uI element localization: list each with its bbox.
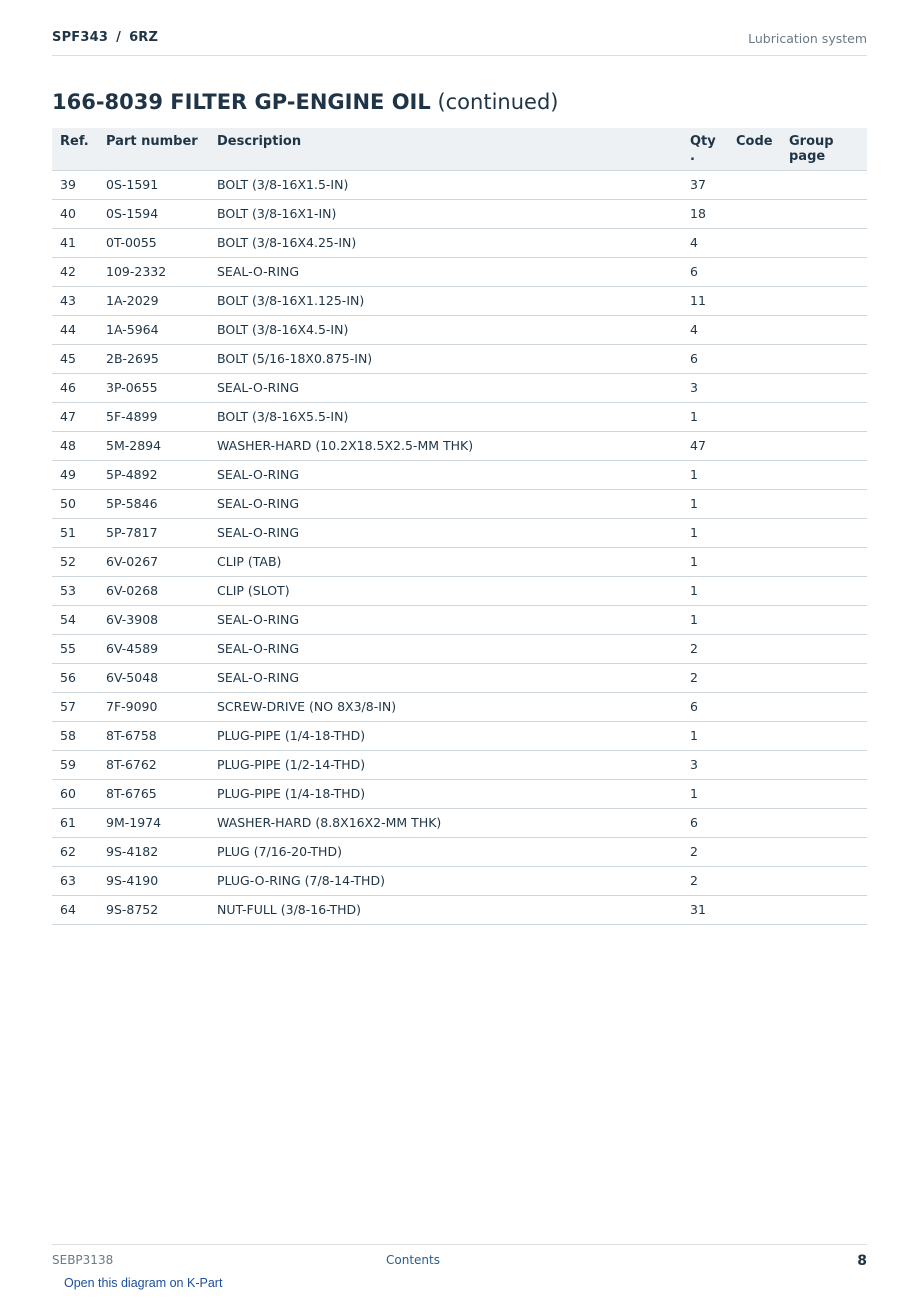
cell-qty: 11 [682, 286, 728, 315]
cell-ref: 49 [52, 460, 98, 489]
cell-ref: 43 [52, 286, 98, 315]
cell-description: SEAL-O-RING [209, 257, 682, 286]
table-row [52, 779, 867, 808]
cell-code [728, 634, 781, 663]
kpart-diagram-link[interactable]: Open this diagram on K-Part [64, 1276, 223, 1290]
cell-part-number: 8T-6758 [98, 721, 209, 750]
cell-code [728, 837, 781, 866]
cell-qty: 47 [682, 431, 728, 460]
cell-code [728, 489, 781, 518]
cell-description: BOLT (3/8-16X1.5-IN) [209, 170, 682, 199]
cell-ref: 63 [52, 866, 98, 895]
cell-ref: 55 [52, 634, 98, 663]
cell-group-page [781, 170, 867, 199]
contents-link[interactable]: Contents [386, 1253, 440, 1267]
cell-code [728, 257, 781, 286]
table-row [52, 402, 867, 431]
cell-code [728, 315, 781, 344]
cell-ref: 64 [52, 895, 98, 924]
table-row [52, 460, 867, 489]
cell-ref: 41 [52, 228, 98, 257]
table-row [52, 344, 867, 373]
cell-code [728, 663, 781, 692]
cell-code [728, 692, 781, 721]
cell-description: SEAL-O-RING [209, 518, 682, 547]
cell-part-number: 6V-0268 [98, 576, 209, 605]
cell-qty: 1 [682, 460, 728, 489]
parts-table-body [52, 170, 867, 924]
cell-qty: 6 [682, 808, 728, 837]
cell-ref: 56 [52, 663, 98, 692]
cell-ref: 58 [52, 721, 98, 750]
cell-group-page [781, 489, 867, 518]
cell-qty: 3 [682, 750, 728, 779]
cell-qty: 6 [682, 257, 728, 286]
page-footer [52, 1244, 867, 1275]
table-row [52, 170, 867, 199]
cell-description: PLUG-PIPE (1/4-18-THD) [209, 779, 682, 808]
cell-group-page [781, 199, 867, 228]
cell-qty: 37 [682, 170, 728, 199]
cell-part-number: 6V-3908 [98, 605, 209, 634]
cell-code [728, 431, 781, 460]
cell-qty: 4 [682, 228, 728, 257]
cell-description: CLIP (SLOT) [209, 576, 682, 605]
cell-code [728, 286, 781, 315]
cell-description: BOLT (3/8-16X4.25-IN) [209, 228, 682, 257]
cell-group-page [781, 808, 867, 837]
cell-ref: 47 [52, 402, 98, 431]
cell-ref: 46 [52, 373, 98, 402]
cell-qty: 1 [682, 489, 728, 518]
cell-description: SEAL-O-RING [209, 634, 682, 663]
cell-code [728, 344, 781, 373]
cell-code [728, 808, 781, 837]
cell-part-number: 9S-4190 [98, 866, 209, 895]
cell-qty: 1 [682, 402, 728, 431]
cell-code [728, 228, 781, 257]
cell-qty: 1 [682, 547, 728, 576]
cell-qty: 2 [682, 866, 728, 895]
table-row [52, 866, 867, 895]
cell-part-number: 5F-4899 [98, 402, 209, 431]
table-row [52, 750, 867, 779]
section-name: Lubrication system [748, 31, 867, 46]
cell-code [728, 895, 781, 924]
serial-prefix: 6RZ [129, 30, 159, 45]
col-header-description: Description [209, 128, 682, 170]
cell-ref: 40 [52, 199, 98, 228]
cell-group-page [781, 228, 867, 257]
col-header-part-number: Part number [98, 128, 209, 170]
table-row [52, 895, 867, 924]
cell-ref: 51 [52, 518, 98, 547]
cell-code [728, 576, 781, 605]
table-row [52, 199, 867, 228]
table-row [52, 228, 867, 257]
cell-description: WASHER-HARD (8.8X16X2-MM THK) [209, 808, 682, 837]
cell-description: PLUG-O-RING (7/8-14-THD) [209, 866, 682, 895]
cell-qty: 2 [682, 663, 728, 692]
cell-code [728, 721, 781, 750]
cell-part-number: 5M-2894 [98, 431, 209, 460]
cell-part-number: 5P-7817 [98, 518, 209, 547]
cell-ref: 48 [52, 431, 98, 460]
cell-group-page [781, 721, 867, 750]
cell-group-page [781, 257, 867, 286]
table-row [52, 489, 867, 518]
cell-part-number: 1A-2029 [98, 286, 209, 315]
cell-description: BOLT (3/8-16X1.125-IN) [209, 286, 682, 315]
page-title [52, 90, 558, 114]
cell-group-page [781, 431, 867, 460]
cell-part-number: 0S-1594 [98, 199, 209, 228]
cell-ref: 62 [52, 837, 98, 866]
cell-qty: 6 [682, 692, 728, 721]
table-row [52, 663, 867, 692]
cell-group-page [781, 460, 867, 489]
cell-description: WASHER-HARD (10.2X18.5X2.5-MM THK) [209, 431, 682, 460]
cell-ref: 39 [52, 170, 98, 199]
col-header-code: Code [728, 128, 781, 170]
cell-ref: 57 [52, 692, 98, 721]
cell-code [728, 605, 781, 634]
table-row [52, 837, 867, 866]
cell-qty: 2 [682, 837, 728, 866]
cell-part-number: 2B-2695 [98, 344, 209, 373]
cell-part-number: 9S-4182 [98, 837, 209, 866]
col-header-group-page: Group page [781, 128, 867, 170]
cell-qty: 4 [682, 315, 728, 344]
cell-group-page [781, 576, 867, 605]
table-row [52, 373, 867, 402]
page-header [52, 28, 867, 56]
cell-description: SEAL-O-RING [209, 605, 682, 634]
cell-qty: 1 [682, 779, 728, 808]
cell-group-page [781, 286, 867, 315]
cell-ref: 42 [52, 257, 98, 286]
cell-part-number: 3P-0655 [98, 373, 209, 402]
table-row [52, 547, 867, 576]
title-suffix: (continued) [437, 90, 559, 114]
cell-ref: 52 [52, 547, 98, 576]
cell-part-number: 0T-0055 [98, 228, 209, 257]
cell-part-number: 6V-0267 [98, 547, 209, 576]
cell-group-page [781, 750, 867, 779]
cell-part-number: 6V-5048 [98, 663, 209, 692]
cell-group-page [781, 837, 867, 866]
cell-qty: 6 [682, 344, 728, 373]
model-separator: / [116, 30, 122, 45]
cell-qty: 31 [682, 895, 728, 924]
cell-ref: 60 [52, 779, 98, 808]
cell-group-page [781, 663, 867, 692]
cell-qty: 3 [682, 373, 728, 402]
cell-description: PLUG (7/16-20-THD) [209, 837, 682, 866]
cell-code [728, 373, 781, 402]
cell-group-page [781, 344, 867, 373]
title-main: 166-8039 FILTER GP-ENGINE OIL [52, 90, 431, 114]
cell-group-page [781, 373, 867, 402]
cell-part-number: 5P-5846 [98, 489, 209, 518]
cell-part-number: 7F-9090 [98, 692, 209, 721]
table-row [52, 808, 867, 837]
model-code: SPF343 [52, 30, 109, 45]
table-row [52, 257, 867, 286]
cell-part-number: 9S-8752 [98, 895, 209, 924]
cell-group-page [781, 692, 867, 721]
cell-code [728, 170, 781, 199]
cell-description: CLIP (TAB) [209, 547, 682, 576]
cell-group-page [781, 779, 867, 808]
table-row [52, 576, 867, 605]
cell-part-number: 0S-1591 [98, 170, 209, 199]
cell-description: SCREW-DRIVE (NO 8X3/8-IN) [209, 692, 682, 721]
cell-code [728, 547, 781, 576]
cell-part-number: 9M-1974 [98, 808, 209, 837]
cell-part-number: 1A-5964 [98, 315, 209, 344]
cell-description: BOLT (5/16-18X0.875-IN) [209, 344, 682, 373]
col-header-qty: Qty . [682, 128, 728, 170]
table-header-row [52, 128, 867, 170]
cell-group-page [781, 605, 867, 634]
cell-ref: 44 [52, 315, 98, 344]
cell-part-number: 109-2332 [98, 257, 209, 286]
page-number: 8 [857, 1253, 867, 1269]
cell-description: SEAL-O-RING [209, 663, 682, 692]
cell-description: PLUG-PIPE (1/2-14-THD) [209, 750, 682, 779]
cell-code [728, 402, 781, 431]
cell-qty: 1 [682, 518, 728, 547]
cell-part-number: 8T-6762 [98, 750, 209, 779]
cell-ref: 53 [52, 576, 98, 605]
cell-code [728, 199, 781, 228]
cell-group-page [781, 402, 867, 431]
cell-code [728, 518, 781, 547]
parts-table [52, 128, 867, 925]
cell-qty: 2 [682, 634, 728, 663]
table-row [52, 431, 867, 460]
cell-group-page [781, 518, 867, 547]
cell-group-page [781, 866, 867, 895]
table-row [52, 634, 867, 663]
document-id: SEBP3138 [52, 1253, 114, 1267]
table-row [52, 315, 867, 344]
cell-qty: 1 [682, 605, 728, 634]
cell-code [728, 779, 781, 808]
cell-code [728, 866, 781, 895]
cell-description: BOLT (3/8-16X4.5-IN) [209, 315, 682, 344]
cell-description: BOLT (3/8-16X5.5-IN) [209, 402, 682, 431]
cell-code [728, 460, 781, 489]
cell-qty: 1 [682, 576, 728, 605]
cell-code [728, 750, 781, 779]
cell-description: NUT-FULL (3/8-16-THD) [209, 895, 682, 924]
cell-qty: 1 [682, 721, 728, 750]
cell-ref: 45 [52, 344, 98, 373]
cell-description: BOLT (3/8-16X1-IN) [209, 199, 682, 228]
cell-description: SEAL-O-RING [209, 489, 682, 518]
cell-group-page [781, 895, 867, 924]
cell-ref: 61 [52, 808, 98, 837]
cell-description: PLUG-PIPE (1/4-18-THD) [209, 721, 682, 750]
table-row [52, 518, 867, 547]
cell-description: SEAL-O-RING [209, 373, 682, 402]
cell-part-number: 6V-4589 [98, 634, 209, 663]
table-row [52, 605, 867, 634]
cell-ref: 54 [52, 605, 98, 634]
table-row [52, 721, 867, 750]
cell-group-page [781, 547, 867, 576]
table-row [52, 286, 867, 315]
model-serial [52, 30, 158, 45]
cell-part-number: 8T-6765 [98, 779, 209, 808]
cell-description: SEAL-O-RING [209, 460, 682, 489]
table-row [52, 692, 867, 721]
cell-part-number: 5P-4892 [98, 460, 209, 489]
cell-qty: 18 [682, 199, 728, 228]
cell-ref: 50 [52, 489, 98, 518]
col-header-ref: Ref. [52, 128, 98, 170]
cell-ref: 59 [52, 750, 98, 779]
cell-group-page [781, 315, 867, 344]
cell-group-page [781, 634, 867, 663]
